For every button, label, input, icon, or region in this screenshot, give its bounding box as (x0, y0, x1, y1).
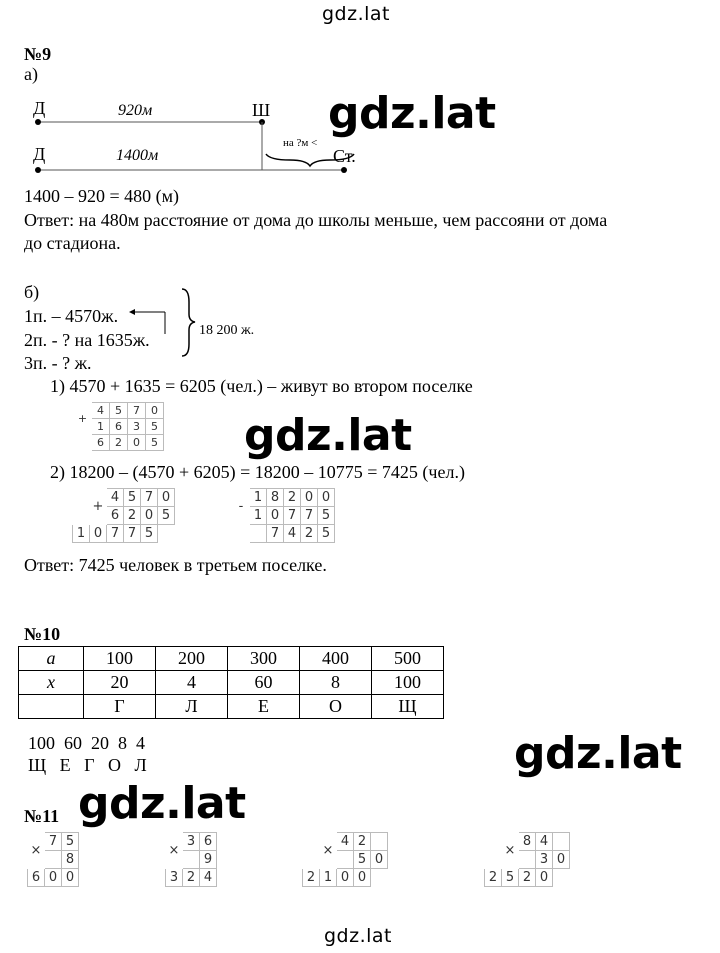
table-cell: О (300, 695, 372, 719)
part-b-label: б) (24, 282, 40, 302)
digit-cell: 5 (146, 419, 164, 435)
table-10 (18, 646, 444, 719)
digit-cell: 2 (183, 869, 200, 887)
plus-sign: + (90, 489, 107, 525)
table-row (73, 489, 175, 507)
digit-cell: 6 (107, 507, 124, 525)
watermark-bottom: gdz.lat (324, 925, 393, 947)
digit-cell: 3 (166, 869, 183, 887)
digit-cell: 2 (284, 489, 301, 507)
digit-cell (371, 869, 388, 887)
digit-cell: 8 (519, 833, 536, 851)
digit-cell: 1 (320, 869, 337, 887)
point-home-2 (35, 167, 41, 173)
digit-cell: 1 (73, 525, 90, 543)
table-row (166, 869, 217, 887)
table-cell: 60 (228, 671, 300, 695)
label-d1: Д (33, 98, 46, 118)
label-d2: Д (33, 144, 46, 164)
table-row (485, 869, 570, 887)
digit-cell: 9 (200, 851, 217, 869)
digit-cell: 5 (354, 851, 371, 869)
column-subtraction (232, 488, 335, 543)
table-cell: 200 (156, 647, 228, 671)
part-a-label: а) (24, 64, 38, 84)
watermark-top: gdz.lat (322, 3, 391, 25)
digit-cell: 0 (354, 869, 371, 887)
digit-cell: 6 (110, 419, 128, 435)
digit-cell: 3 (128, 419, 146, 435)
digit-cell (485, 833, 502, 851)
digit-cell: 7 (301, 507, 318, 525)
digit-cell: 5 (141, 525, 158, 543)
digit-cell (45, 851, 62, 869)
digit-cell: 0 (146, 403, 164, 419)
digit-cell (553, 833, 570, 851)
brace-label: на ?м < (283, 137, 318, 149)
table-row-x (19, 671, 444, 695)
digit-cell: 8 (267, 489, 284, 507)
table-row (485, 851, 570, 869)
digit-cell: 1 (92, 419, 110, 435)
table-row (485, 833, 570, 851)
table-cell: Г (84, 695, 156, 719)
ordered-numbers: 100 60 20 8 4 (28, 733, 145, 753)
digit-cell: 5 (62, 833, 79, 851)
digit-cell: 4 (107, 489, 124, 507)
table-row (74, 435, 164, 451)
digit-cell (303, 851, 320, 869)
multiplication-2 (165, 832, 217, 887)
digit-cell: 1 (250, 507, 267, 525)
table-cell: 300 (228, 647, 300, 671)
digit-cell (158, 525, 175, 543)
table-cell: 4 (156, 671, 228, 695)
digit-cell: 4 (284, 525, 301, 543)
digit-cell: 5 (158, 507, 175, 525)
table-cell: 20 (84, 671, 156, 695)
digit-cell: 4 (536, 833, 553, 851)
digit-cell: 6 (200, 833, 217, 851)
answer-a-line1: Ответ: на 480м расстояние от дома до школы меньше, чем рассояни от дома (24, 210, 608, 230)
times-sign: × (502, 833, 519, 869)
table-row-letters (19, 695, 444, 719)
table-cell: 100 (84, 647, 156, 671)
digit-cell: 7 (128, 403, 146, 419)
table-row (73, 525, 175, 543)
condition-arrows (125, 284, 205, 364)
digit-cell: 0 (536, 869, 553, 887)
digit-cell: 0 (337, 869, 354, 887)
total-brace (182, 289, 195, 356)
digit-cell: 0 (90, 525, 107, 543)
multiplication-3 (302, 832, 388, 887)
digit-cell: 4 (200, 869, 217, 887)
condition-2: 2п. - ? на 1635ж. (24, 330, 150, 350)
digit-cell: 0 (301, 489, 318, 507)
table-cell: Е (228, 695, 300, 719)
digit-cell: 0 (318, 489, 335, 507)
digit-cell (553, 869, 570, 887)
length-920: 920м (118, 102, 153, 119)
table-cell: 8 (300, 671, 372, 695)
digit-cell (371, 833, 388, 851)
watermark-large-3: gdz.lat (514, 728, 682, 779)
digit-cell (519, 851, 536, 869)
digit-cell (73, 507, 90, 525)
label-st: Ст. (333, 146, 356, 166)
watermark-large-2: gdz.lat (244, 410, 412, 461)
digit-cell: 5 (502, 869, 519, 887)
digit-cell: 4 (92, 403, 110, 419)
digit-cell: 2 (354, 833, 371, 851)
digit-cell: 2 (519, 869, 536, 887)
digit-cell: 2 (110, 435, 128, 451)
table-cell: Щ (372, 695, 444, 719)
digit-cell: 2 (485, 869, 502, 887)
segment-diagram (20, 96, 380, 182)
table-row (233, 489, 335, 507)
answer-a-line2: до стадиона. (24, 233, 121, 253)
digit-cell: 7 (107, 525, 124, 543)
table-row (303, 851, 388, 869)
table-row (28, 833, 79, 851)
problem-11-title: №11 (24, 806, 60, 826)
digit-cell: 3 (536, 851, 553, 869)
table-row (73, 507, 175, 525)
digit-cell: 0 (553, 851, 570, 869)
digit-cell (250, 525, 267, 543)
digit-cell (74, 435, 92, 451)
table-cell: a (19, 647, 84, 671)
digit-cell (337, 851, 354, 869)
digit-cell: 2 (303, 869, 320, 887)
problem-9-title: №9 (24, 44, 52, 64)
step-1: 1) 4570 + 1635 = 6205 (чел.) – живут во втором поселке (50, 376, 473, 396)
digit-cell: 1 (250, 489, 267, 507)
label-sh: Ш (252, 100, 271, 120)
answer-b: Ответ: 7425 человек в третьем поселке. (24, 555, 327, 575)
digit-cell: 0 (62, 869, 79, 887)
digit-cell: 6 (92, 435, 110, 451)
table-cell: 400 (300, 647, 372, 671)
digit-cell: 7 (267, 525, 284, 543)
digit-cell: 0 (267, 507, 284, 525)
times-sign: × (320, 833, 337, 869)
digit-cell: 8 (62, 851, 79, 869)
digit-cell: 0 (141, 507, 158, 525)
step-2: 2) 18200 – (4570 + 6205) = 18200 – 10775 = 7425 (чел.) (50, 462, 465, 482)
table-cell: Л (156, 695, 228, 719)
problem-10-title: №10 (24, 624, 61, 644)
digit-cell: 2 (124, 507, 141, 525)
watermark-large-1: gdz.lat (328, 88, 496, 139)
digit-cell: 5 (124, 489, 141, 507)
table-row (166, 833, 217, 851)
watermark-large-4: gdz.lat (78, 778, 246, 829)
digit-cell: 5 (318, 507, 335, 525)
times-sign: × (166, 833, 183, 869)
table-cell (19, 695, 84, 719)
digit-cell (303, 833, 320, 851)
digit-cell: 5 (318, 525, 335, 543)
condition-3: 3п. - ? ж. (24, 353, 92, 373)
digit-cell (183, 851, 200, 869)
digit-cell: 3 (183, 833, 200, 851)
point-home-1 (35, 119, 41, 125)
calc-a: 1400 – 920 = 480 (м) (24, 186, 180, 206)
table-row (28, 869, 79, 887)
digit-cell: 0 (128, 435, 146, 451)
column-addition-2 (72, 488, 175, 543)
table-row (303, 869, 388, 887)
digit-cell: 6 (28, 869, 45, 887)
table-row (74, 403, 164, 419)
digit-cell: 5 (110, 403, 128, 419)
digit-cell: 7 (141, 489, 158, 507)
table-row (303, 833, 388, 851)
digit-cell: 7 (124, 525, 141, 543)
digit-cell (485, 851, 502, 869)
total-label: 18 200 ж. (199, 323, 255, 338)
condition-1: 1п. – 4570ж. (24, 306, 119, 326)
arrow-head (129, 309, 135, 315)
digit-cell (73, 489, 90, 507)
digit-cell: 4 (337, 833, 354, 851)
ordered-letters: Щ Е Г О Л (28, 755, 147, 775)
digit-cell: 7 (284, 507, 301, 525)
table-cell: x (19, 671, 84, 695)
plus-sign: + (74, 403, 92, 435)
digit-cell: 7 (45, 833, 62, 851)
multiplication-1 (27, 832, 79, 887)
digit-cell: 5 (146, 435, 164, 451)
point-stadium (341, 167, 347, 173)
length-1400: 1400м (116, 147, 159, 164)
minus-sign: - (233, 489, 250, 525)
table-cell: 100 (372, 671, 444, 695)
digit-cell: 0 (158, 489, 175, 507)
multiplication-4 (484, 832, 570, 887)
digit-cell (233, 525, 250, 543)
table-cell: 500 (372, 647, 444, 671)
table-row-a (19, 647, 444, 671)
digit-cell: 0 (45, 869, 62, 887)
digit-cell: 2 (301, 525, 318, 543)
digit-cell: 0 (371, 851, 388, 869)
times-sign: × (28, 833, 45, 869)
table-row (233, 525, 335, 543)
column-addition-1 (73, 402, 164, 451)
